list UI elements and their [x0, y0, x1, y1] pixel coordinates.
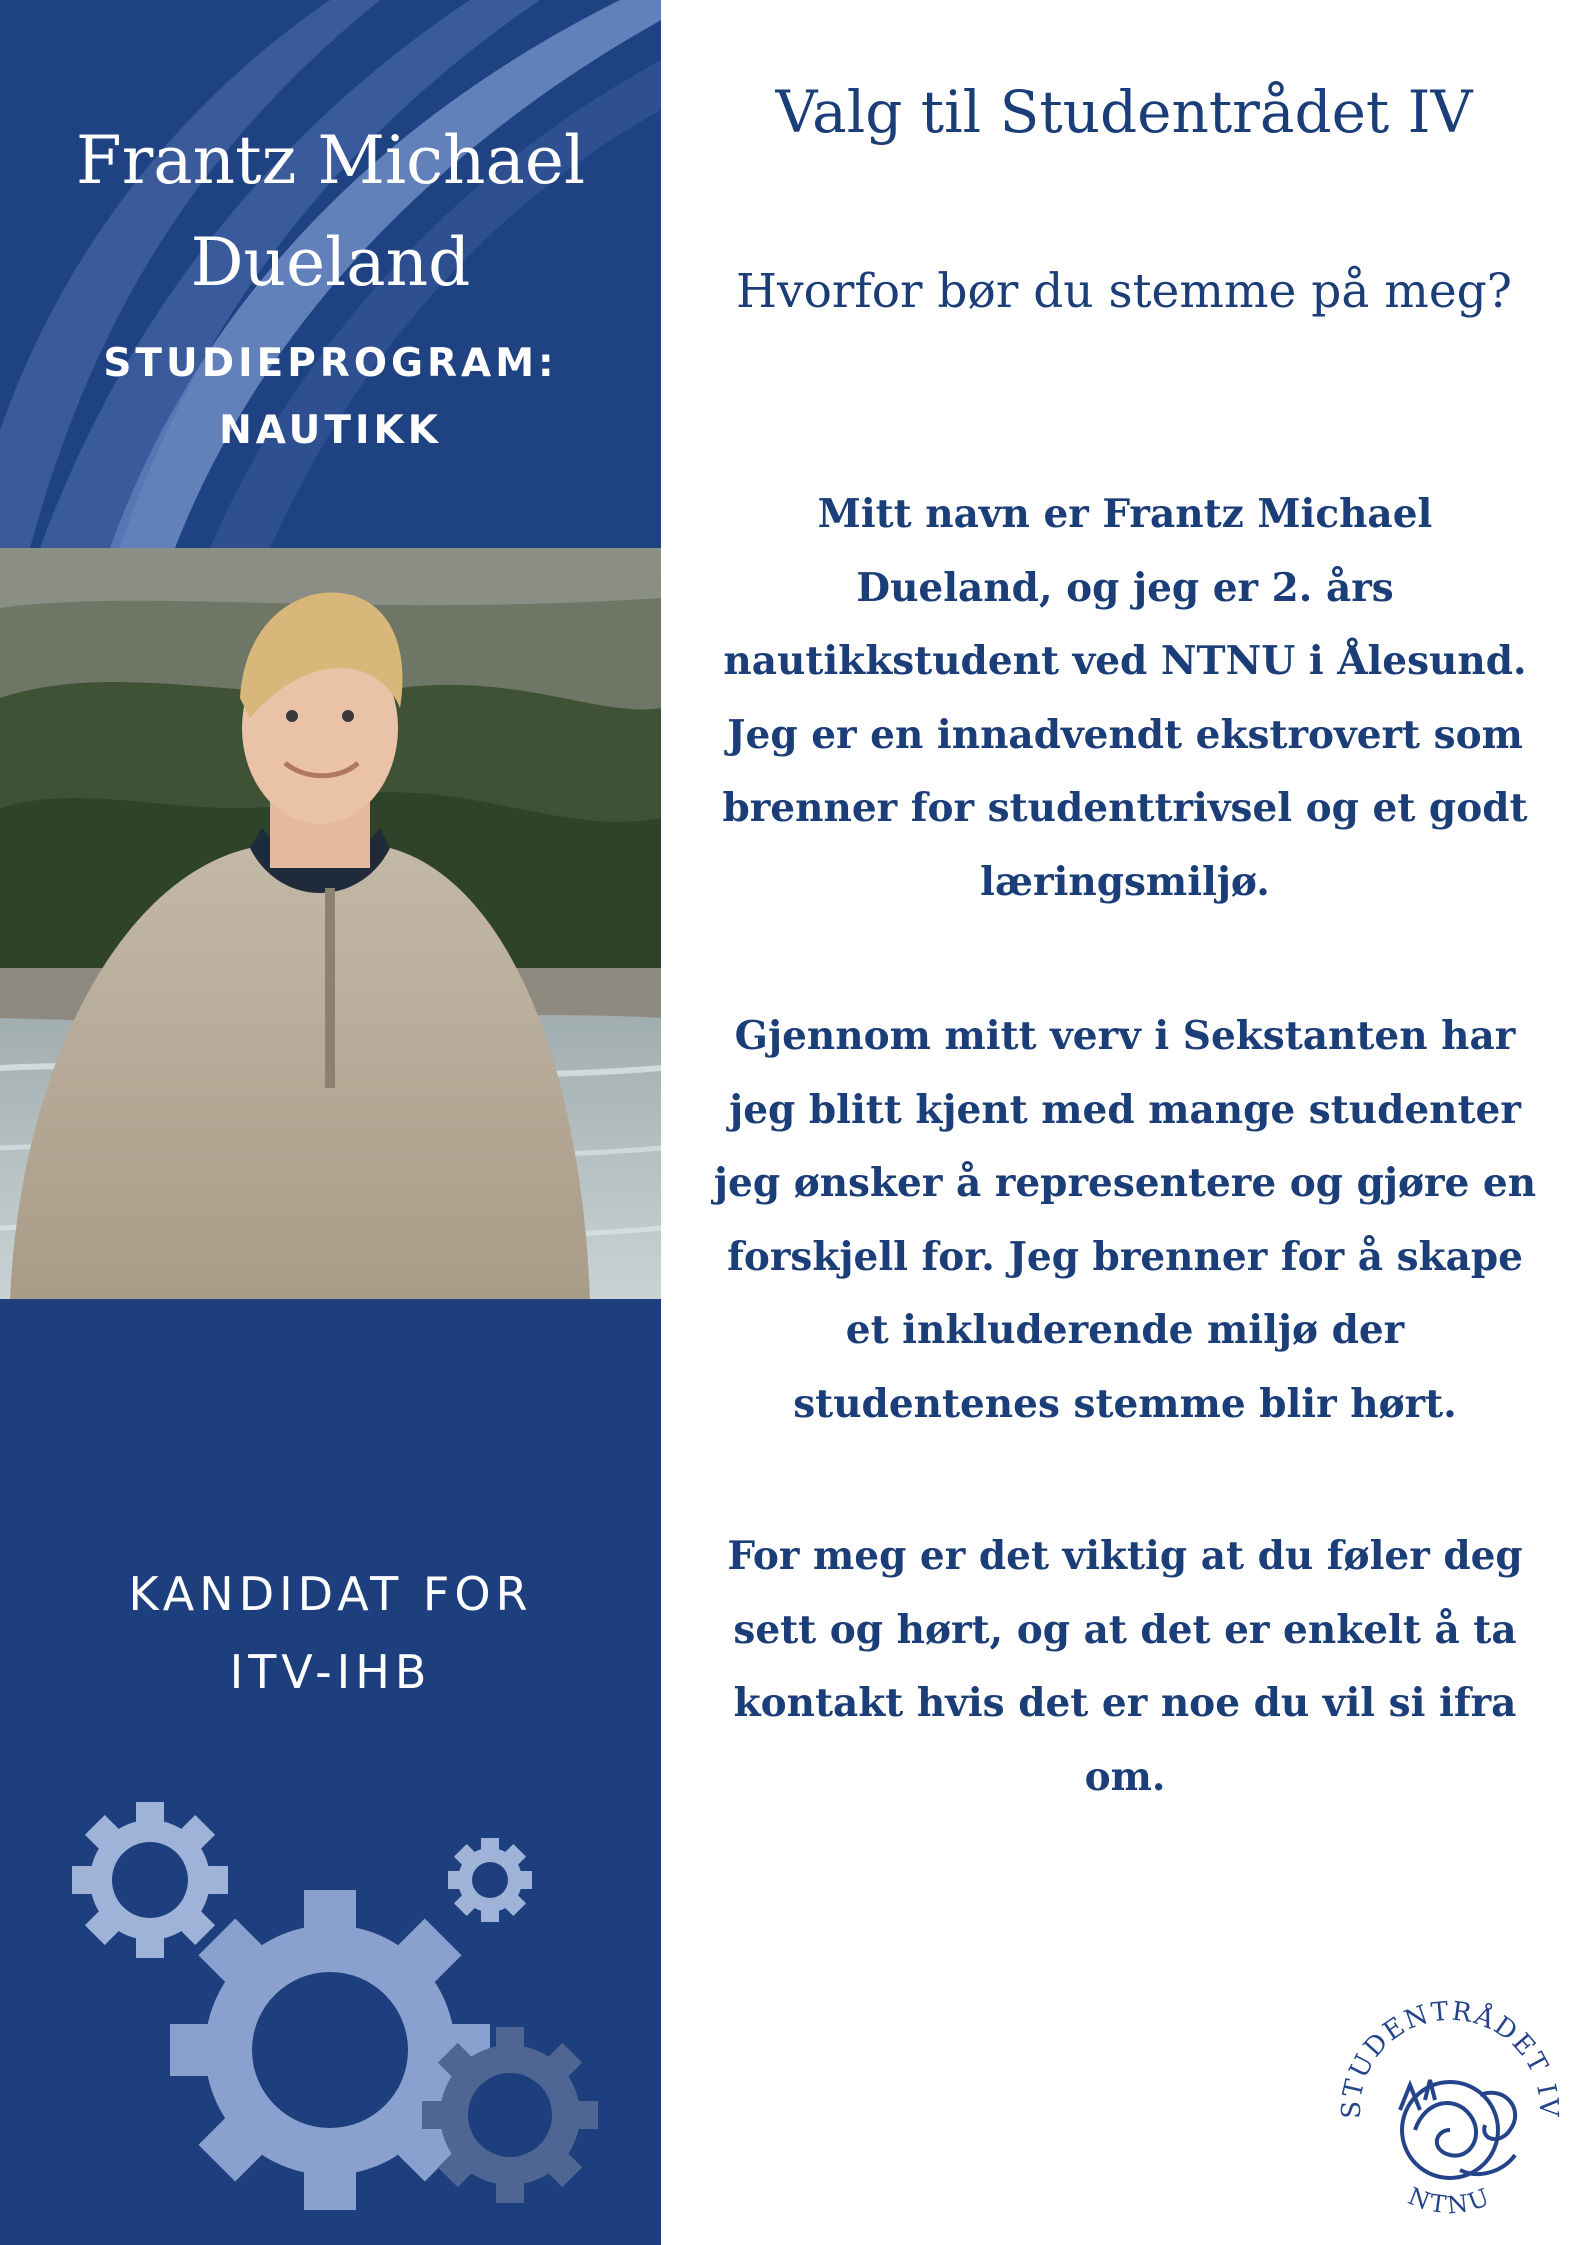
- paragraph-line: forskjell for. Jeg brenner for å skape: [727, 1233, 1523, 1280]
- study-program: [0, 330, 661, 464]
- paragraph-line: et inkluderende miljø der: [845, 1307, 1405, 1353]
- paragraph-line: læringsmiljø.: [980, 858, 1270, 905]
- page-subtitle: Hvorfor bør du stemme på meg?: [736, 264, 1512, 319]
- paragraph-line: nautikkstudent ved NTNU i Ålesund.: [723, 638, 1527, 684]
- gear-icon: [72, 1802, 228, 1958]
- paragraph-line: brenner for studenttrivsel og et godt: [722, 785, 1528, 831]
- candidacy-label: KANDIDAT FOR: [128, 1567, 533, 1621]
- paragraph-line: kontakt hvis det er noe du vil si ifra: [733, 1680, 1517, 1726]
- paragraph-line: jeg ønsker å representere og gjøre en: [713, 1160, 1537, 1206]
- candidacy-value: ITV-IHB: [229, 1645, 432, 1699]
- candidate-name-line: Dueland: [190, 224, 471, 301]
- intro-paragraph: [680, 478, 1570, 919]
- gear-icon: [448, 1838, 532, 1922]
- studentradet-seal-logo: [1330, 1990, 1570, 2230]
- paragraph-line: For meg er det viktig at du føler deg: [727, 1533, 1523, 1579]
- photo-illustration: [0, 548, 661, 1299]
- closing-paragraph: [680, 1520, 1570, 1814]
- seal-top-text: STUDENTRÅDET IV: [1336, 1996, 1564, 2119]
- header-panel: [0, 0, 661, 548]
- page-title: Valg til Studentrådet IV: [775, 78, 1473, 146]
- paragraph-line: Gjennom mitt verv i Sekstanten har: [734, 1013, 1516, 1059]
- gear-icon: [422, 2027, 598, 2203]
- paragraph-line: Mitt navn er Frantz Michael: [817, 491, 1433, 537]
- left-panel: [0, 0, 661, 2245]
- paragraph-line: studentenes stemme blir hørt.: [793, 1380, 1457, 1427]
- paragraph-line: Dueland, og jeg er 2. års: [856, 564, 1394, 611]
- seal-bottom-text: NTNU: [1404, 2182, 1496, 2220]
- candidate-name-line: Frantz Michael: [75, 122, 586, 199]
- gears-illustration: [0, 1790, 661, 2245]
- paragraph-line: Jeg er en innadvendt ekstrovert som: [727, 711, 1523, 758]
- svg-text:NTNU: [1404, 2182, 1496, 2220]
- gear-icon: [170, 1890, 490, 2210]
- study-program-value: NAUTIKK: [219, 408, 442, 453]
- svg-text:STUDENTRÅDET IV: [1337, 1997, 1563, 2119]
- candidate-name: [0, 110, 661, 314]
- paragraph-line: sett og hørt, og at det er enkelt å ta: [733, 1606, 1517, 1653]
- paragraph-line: om.: [1084, 1753, 1166, 1800]
- study-program-label: STUDIEPROGRAM:: [103, 341, 558, 386]
- seal-emblem-icon: [1400, 2080, 1515, 2178]
- paragraph-line: jeg blitt kjent med mange studenter: [729, 1086, 1521, 1133]
- candidate-photo: [0, 548, 661, 1299]
- candidacy: [0, 1555, 661, 1711]
- experience-paragraph: [680, 1000, 1570, 1441]
